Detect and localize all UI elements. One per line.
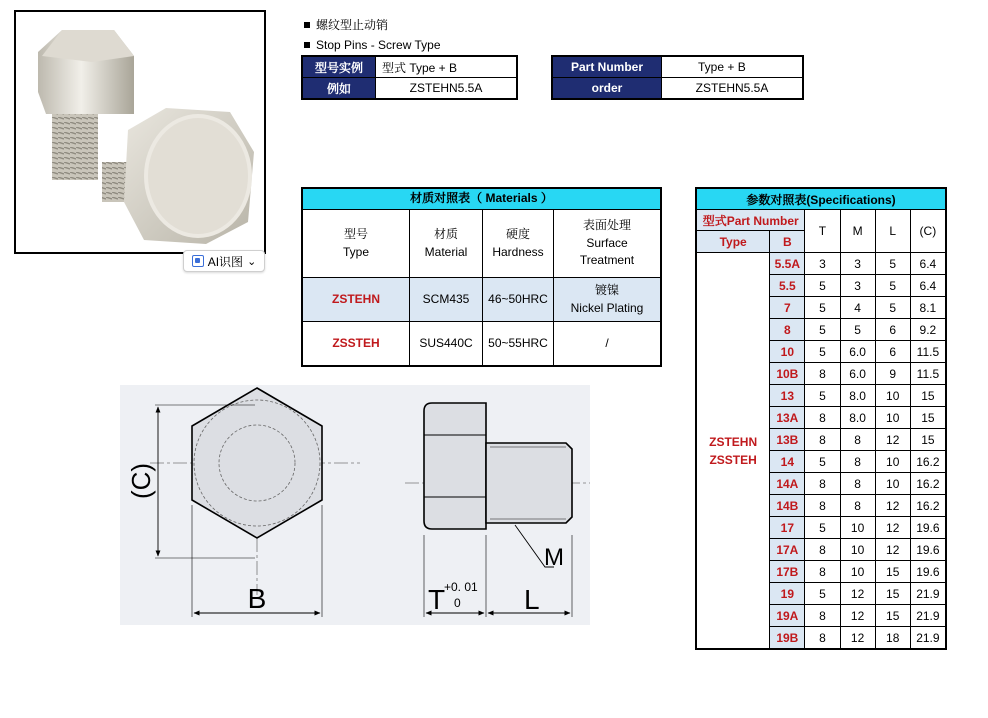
- spec-l-value: 6: [875, 341, 910, 363]
- spec-b-value: 14A: [770, 473, 805, 495]
- col-type-en: Type: [342, 244, 369, 259]
- order-en-label-2: order: [552, 78, 662, 100]
- ai-button-label: AI识图: [207, 254, 244, 269]
- label-m: M: [544, 544, 564, 571]
- material-hardness: 46~50HRC: [483, 278, 554, 322]
- spec-t-value: 5: [805, 297, 840, 319]
- treatment-en: Nickel Plating: [570, 300, 644, 315]
- specs-header-row-1: [696, 210, 946, 231]
- spec-b-value: 19: [770, 583, 805, 605]
- bullet-icon: [304, 22, 310, 28]
- material-type: ZSSTEH: [302, 322, 410, 366]
- specs-title: 参数对照表(Specifications): [696, 188, 946, 210]
- spec-m-value: 8: [840, 495, 875, 517]
- spec-c-value: 21.9: [910, 605, 946, 627]
- spec-m-value: 3: [840, 253, 875, 275]
- spec-m-value: 8: [840, 473, 875, 495]
- materials-title: 材质对照表（ Materials ）: [302, 188, 661, 210]
- product-photo: [14, 10, 266, 254]
- order-label-1: 型号实例: [302, 56, 376, 78]
- specs-b-header: B: [770, 231, 805, 253]
- spec-t-value: 5: [805, 275, 840, 297]
- spec-c-value: 9.2: [910, 319, 946, 341]
- specs-type-header: Type: [696, 231, 770, 253]
- spec-b-value: 19A: [770, 605, 805, 627]
- spec-m-value: 6.0: [840, 363, 875, 385]
- col-hardness-zh: 硬度: [505, 227, 530, 242]
- spec-m-value: 10: [840, 517, 875, 539]
- spec-t-value: 8: [805, 407, 840, 429]
- spec-b-value: 14: [770, 451, 805, 473]
- spec-l-value: 18: [875, 627, 910, 650]
- specs-col-m: M: [840, 210, 875, 253]
- materials-header-row: [302, 210, 661, 278]
- spec-b-value: 17A: [770, 539, 805, 561]
- spec-l-value: 10: [875, 451, 910, 473]
- bullet-icon: [304, 42, 310, 48]
- order-en-value-1: Type + B: [662, 56, 804, 78]
- technical-drawing: [120, 385, 590, 625]
- material-treatment: [554, 278, 662, 322]
- spec-l-value: 10: [875, 407, 910, 429]
- spec-t-value: 8: [805, 473, 840, 495]
- spec-type-cell: [696, 253, 770, 650]
- spec-b-value: 17: [770, 517, 805, 539]
- col-material-en: Material: [424, 244, 468, 259]
- spec-c-value: 8.1: [910, 297, 946, 319]
- spec-b-value: 5.5: [770, 275, 805, 297]
- spec-m-value: 12: [840, 627, 875, 650]
- label-t: T: [428, 584, 446, 615]
- col-treatment-zh: 表面处理: [582, 218, 631, 233]
- spec-c-value: 15: [910, 429, 946, 451]
- spec-c-value: 15: [910, 407, 946, 429]
- spec-b-value: 13A: [770, 407, 805, 429]
- spec-l-value: 9: [875, 363, 910, 385]
- table-row: [696, 253, 946, 275]
- spec-m-value: 4: [840, 297, 875, 319]
- specs-col-t: T: [805, 210, 840, 253]
- spec-m-value: 12: [840, 605, 875, 627]
- order-label-2: 例如: [302, 78, 376, 100]
- spec-t-value: 8: [805, 561, 840, 583]
- spec-t-value: 8: [805, 539, 840, 561]
- col-type: [302, 210, 410, 278]
- ai-recognize-button[interactable]: [183, 250, 265, 272]
- spec-l-value: 12: [875, 517, 910, 539]
- col-type-zh: 型号: [343, 227, 368, 242]
- spec-b-value: 14B: [770, 495, 805, 517]
- screw-stop-pin-image: [16, 12, 264, 252]
- spec-m-value: 10: [840, 539, 875, 561]
- spec-b-value: 8: [770, 319, 805, 341]
- order-example-table-en: [551, 55, 804, 100]
- label-c: (C): [126, 462, 156, 500]
- spec-l-value: 6: [875, 319, 910, 341]
- spec-type-value: ZSTEHN: [709, 434, 758, 449]
- col-material-zh: 材质: [433, 227, 458, 242]
- spec-c-value: 6.4: [910, 275, 946, 297]
- material-treatment: /: [554, 322, 662, 366]
- spec-t-value: 5: [805, 583, 840, 605]
- spec-t-value: 5: [805, 385, 840, 407]
- order-en-value-2: ZSTEHN5.5A: [662, 78, 804, 100]
- material-name: SCM435: [410, 278, 483, 322]
- spec-b-value: 17B: [770, 561, 805, 583]
- heading-en-text: Stop Pins - Screw Type: [316, 38, 441, 52]
- spec-c-value: 11.5: [910, 341, 946, 363]
- spec-l-value: 10: [875, 473, 910, 495]
- side-shank: [486, 443, 572, 523]
- heading-zh-text: 螺纹型止动销: [316, 18, 389, 32]
- spec-c-value: 19.6: [910, 517, 946, 539]
- spec-l-value: 15: [875, 583, 910, 605]
- table-row: [302, 322, 661, 366]
- spec-t-value: 5: [805, 451, 840, 473]
- spec-l-value: 5: [875, 297, 910, 319]
- spec-m-value: 3: [840, 275, 875, 297]
- spec-l-value: 12: [875, 539, 910, 561]
- spec-t-value: 5: [805, 341, 840, 363]
- spec-type-value: ZSSTEH: [709, 452, 757, 467]
- spec-t-value: 8: [805, 605, 840, 627]
- spec-b-value: 10B: [770, 363, 805, 385]
- spec-m-value: 12: [840, 583, 875, 605]
- spec-c-value: 19.6: [910, 561, 946, 583]
- tolerance-upper: +0. 01: [444, 580, 478, 594]
- spec-l-value: 5: [875, 253, 910, 275]
- spec-c-value: 21.9: [910, 627, 946, 650]
- spec-c-value: 16.2: [910, 495, 946, 517]
- spec-b-value: 10: [770, 341, 805, 363]
- col-treatment: [554, 210, 662, 278]
- spec-t-value: 8: [805, 429, 840, 451]
- spec-m-value: 5: [840, 319, 875, 341]
- spec-t-value: 3: [805, 253, 840, 275]
- spec-t-value: 8: [805, 627, 840, 650]
- order-example-table-cn: [301, 55, 518, 100]
- spec-l-value: 15: [875, 561, 910, 583]
- order-en-label-1: Part Number: [552, 56, 662, 78]
- spec-c-value: 16.2: [910, 451, 946, 473]
- spec-m-value: 6.0: [840, 341, 875, 363]
- spec-m-value: 8: [840, 451, 875, 473]
- material-name: SUS440C: [410, 322, 483, 366]
- spec-l-value: 10: [875, 385, 910, 407]
- treatment-zh: 镀镍: [594, 283, 619, 298]
- col-treatment-en: Surface: [586, 235, 628, 250]
- label-b: B: [247, 583, 267, 614]
- spec-c-value: 15: [910, 385, 946, 407]
- specs-part-number-header: 型式Part Number: [696, 210, 805, 231]
- spec-t-value: 5: [805, 517, 840, 539]
- specifications-table: [695, 187, 947, 650]
- specs-col-l: L: [875, 210, 910, 253]
- spec-c-value: 16.2: [910, 473, 946, 495]
- materials-table: [301, 187, 662, 367]
- specs-col-c: (C): [910, 210, 946, 253]
- spec-t-value: 5: [805, 319, 840, 341]
- spec-b-value: 19B: [770, 627, 805, 650]
- spec-b-value: 7: [770, 297, 805, 319]
- col-hardness-en: Hardness: [492, 244, 544, 259]
- table-row: [302, 278, 661, 322]
- col-treatment-en2: Treatment: [579, 253, 635, 268]
- order-value-1: 型式 Type + B: [376, 56, 518, 78]
- heading-en: [304, 38, 441, 52]
- spec-l-value: 5: [875, 275, 910, 297]
- spec-m-value: 8: [840, 429, 875, 451]
- spec-m-value: 10: [840, 561, 875, 583]
- order-value-2: ZSTEHN5.5A: [376, 78, 518, 100]
- scan-icon: [192, 255, 204, 267]
- material-type: ZSTEHN: [302, 278, 410, 322]
- spec-b-value: 5.5A: [770, 253, 805, 275]
- spec-c-value: 19.6: [910, 539, 946, 561]
- spec-l-value: 12: [875, 429, 910, 451]
- spec-c-value: 6.4: [910, 253, 946, 275]
- material-hardness: 50~55HRC: [483, 322, 554, 366]
- spec-t-value: 8: [805, 363, 840, 385]
- spec-l-value: 12: [875, 495, 910, 517]
- spec-c-value: 11.5: [910, 363, 946, 385]
- side-head: [424, 403, 486, 529]
- col-material: [410, 210, 483, 278]
- spec-m-value: 8.0: [840, 385, 875, 407]
- heading-zh: [304, 16, 388, 33]
- spec-c-value: 21.9: [910, 583, 946, 605]
- label-l: L: [524, 584, 540, 615]
- spec-l-value: 15: [875, 605, 910, 627]
- col-hardness: [483, 210, 554, 278]
- chevron-down-icon: ⌄: [247, 255, 257, 268]
- spec-b-value: 13B: [770, 429, 805, 451]
- spec-b-value: 13: [770, 385, 805, 407]
- tolerance-lower: 0: [454, 596, 461, 610]
- spec-t-value: 8: [805, 495, 840, 517]
- spec-m-value: 8.0: [840, 407, 875, 429]
